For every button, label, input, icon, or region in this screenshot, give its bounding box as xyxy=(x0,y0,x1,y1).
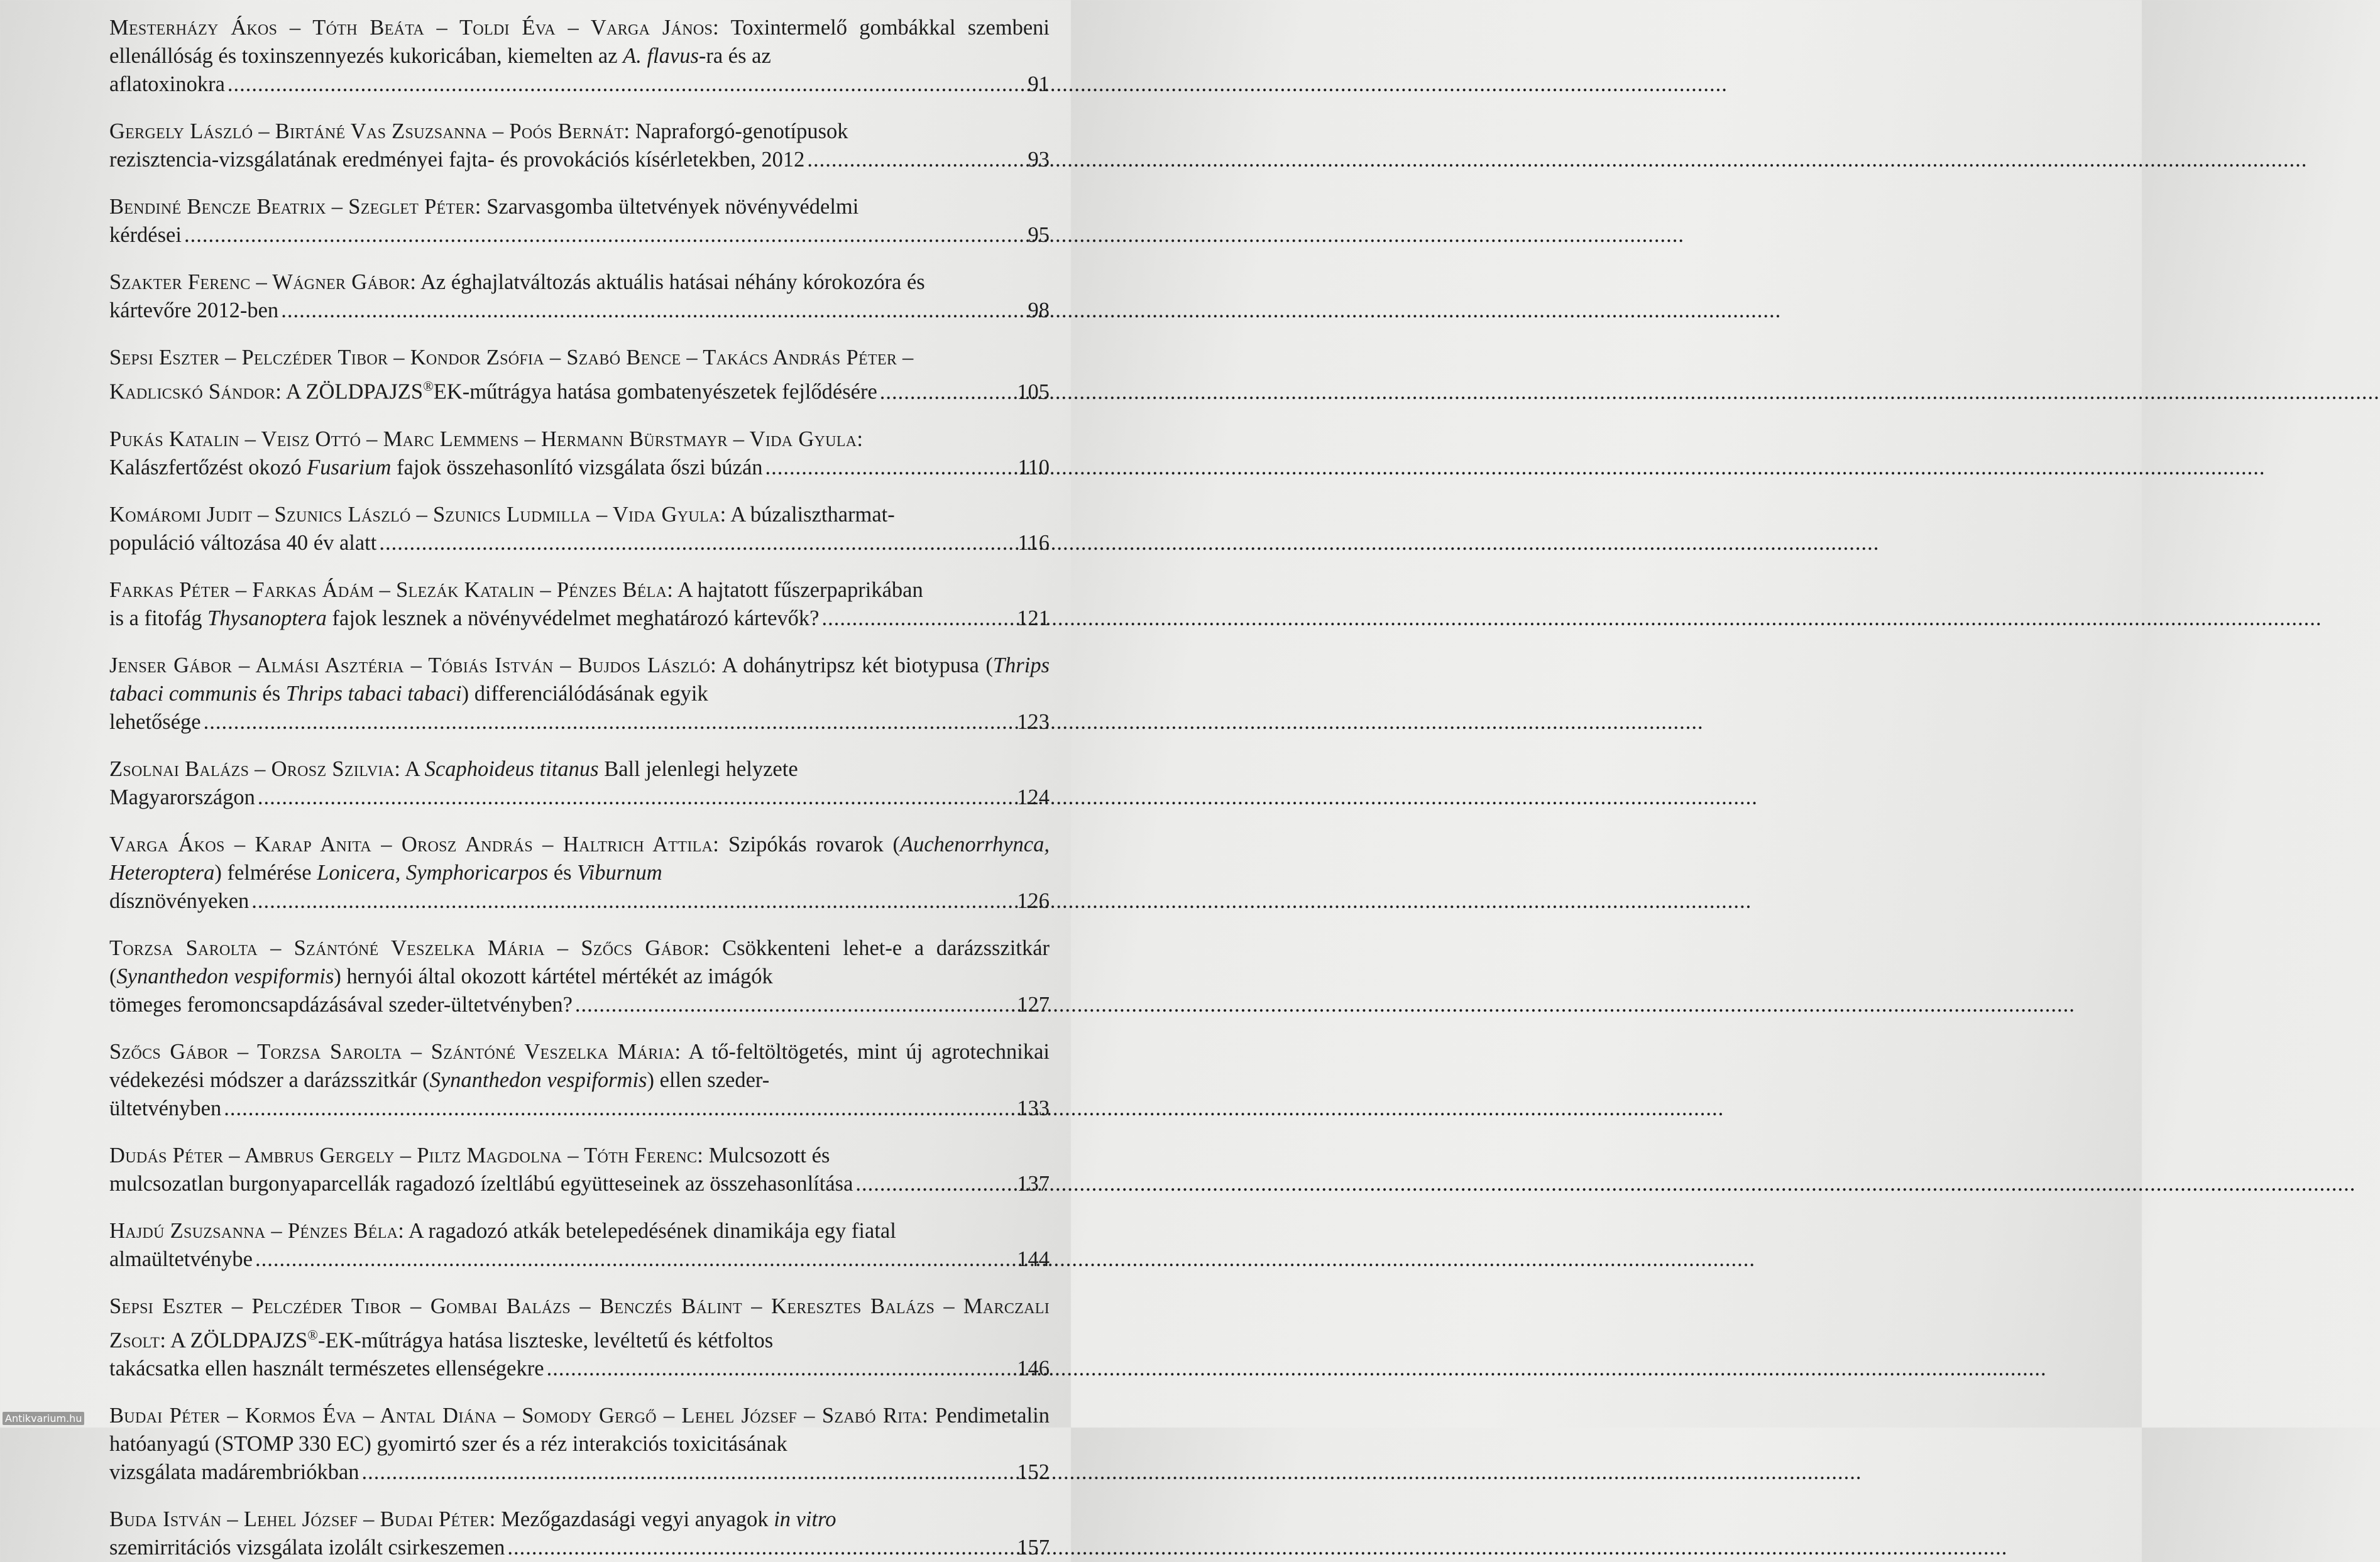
entry-authors: Jenser Gábor – Almási Asztéria – Tóbiás István – Bujdos László: xyxy=(109,653,717,677)
toc-entry xyxy=(109,1402,1050,1487)
entry-title-end xyxy=(109,372,877,407)
page-number[interactable]: 93 xyxy=(1028,148,1050,172)
entry-last-line xyxy=(109,146,1050,174)
leader-dots xyxy=(204,708,1004,736)
leader-dots xyxy=(575,991,1004,1019)
table-of-contents xyxy=(109,14,1050,1562)
entry-title-end: Magyarországon xyxy=(109,785,255,809)
entry-title-italic: Lonicera, Symphoricarpos xyxy=(317,860,549,885)
entry-title-end: tömeges feromoncsapdázásával szeder-ültetvényben? xyxy=(109,992,573,1017)
leader-dots xyxy=(807,146,1004,174)
entry-last-line xyxy=(109,784,1050,812)
entry-title-cont: és xyxy=(548,860,578,885)
toc-entry xyxy=(109,755,1050,812)
leader-dots xyxy=(258,784,1004,812)
entry-last-line xyxy=(109,70,1050,99)
leader-dots xyxy=(228,70,1004,99)
leader-dots xyxy=(880,378,1004,407)
entry-title-cont: Ball jelenlegi helyzete xyxy=(598,756,798,781)
leader-dots xyxy=(281,297,1004,325)
page-number[interactable]: 110 xyxy=(1017,455,1050,479)
entry-title: Napraforgó-genotípusok xyxy=(630,119,848,143)
entry-authors-cont: Marczali Zsolt: xyxy=(109,1294,1050,1352)
entry-title: A búzalisztharmat- xyxy=(726,502,895,527)
entry-title-end: kérdései xyxy=(109,223,182,247)
entry-title-end: rezisztencia-vizsgálatának eredményei fajta- és provokációs kísérletekben, 2012 xyxy=(109,148,805,172)
toc-entry xyxy=(109,934,1050,1019)
entry-last-line xyxy=(109,372,1050,407)
entry-authors: Hajdú Zsuzsanna – Pénzes Béla: xyxy=(109,1218,405,1243)
entry-title: A dohánytripsz két biotypusa ( xyxy=(716,653,993,677)
page-number[interactable]: 95 xyxy=(1028,223,1050,247)
entry-last-line xyxy=(109,221,1050,249)
entry-title-italic: in vitro xyxy=(774,1507,836,1531)
entry-last-line xyxy=(109,1245,1050,1274)
toc-entry xyxy=(109,831,1050,915)
entry-title-end: mulcsozatlan burgonyaparcellák ragadozó ízeltlábú együtteseinek az összehasonlítása xyxy=(109,1171,853,1196)
entry-authors: Komáromi Judit – Szunics László – Szunics Ludmilla – Vida Gyula: xyxy=(109,502,727,527)
toc-entry xyxy=(109,1038,1050,1123)
leader-dots xyxy=(507,1534,1004,1562)
entry-title-end: ültetvényben xyxy=(109,1096,222,1120)
leader-dots xyxy=(362,1458,1004,1487)
entry-title-end xyxy=(109,454,763,482)
page-number[interactable]: 98 xyxy=(1028,298,1050,322)
leader-dots xyxy=(224,1095,1004,1123)
entry-title-end: aflatoxinokra xyxy=(109,72,225,96)
page-number[interactable]: 105 xyxy=(1017,380,1050,404)
toc-entry xyxy=(109,1217,1050,1274)
entry-title-italic: A. flavus xyxy=(623,44,699,68)
entry-title-cont: ) differenciálódásának egyik xyxy=(461,681,708,706)
entry-authors-cont: Kadlicskó Sándor: xyxy=(109,380,282,404)
leader-dots xyxy=(765,454,1004,482)
entry-title-italic: Viburnum xyxy=(577,860,662,885)
entry-title-cont: ) felmérése xyxy=(214,860,317,885)
leader-dots xyxy=(547,1355,1004,1383)
entry-title-italic: Thysanoptera xyxy=(207,606,327,630)
page-number[interactable]: 146 xyxy=(1017,1357,1050,1380)
page-number[interactable]: 152 xyxy=(1017,1460,1050,1484)
entry-title: Szarvasgomba ültetvények növényvédelmi xyxy=(481,195,859,219)
entry-title-italic: Fusarium xyxy=(307,455,392,479)
entry-title: Mulcsozott és xyxy=(703,1143,830,1167)
entry-title: A hajtatott fűszerpaprikában xyxy=(673,577,923,602)
toc-entry xyxy=(109,193,1050,249)
entry-title: Pendimetalin hatóanyagú (STOMP 330 EC) gyomirtó szer és a réz interakciós toxicitásának xyxy=(109,1404,1050,1456)
entry-last-line xyxy=(109,991,1050,1019)
leader-dots xyxy=(855,1170,1004,1198)
entry-last-line xyxy=(109,529,1050,557)
entry-authors: Dudás Péter – Ambrus Gergely – Piltz Magdolna – Tóth Ferenc: xyxy=(109,1143,704,1167)
toc-entry xyxy=(109,1142,1050,1198)
entry-title-italic: Scaphoideus titanus xyxy=(424,756,599,781)
page-number[interactable]: 124 xyxy=(1017,785,1050,809)
toc-entry xyxy=(109,14,1050,99)
entry-last-line xyxy=(109,604,1050,633)
entry-title-end xyxy=(109,604,820,633)
leader-dots xyxy=(379,529,1004,557)
page-number[interactable]: 126 xyxy=(1017,888,1050,913)
entry-title: A ZÖLDPAJZS xyxy=(166,1328,308,1352)
entry-authors: Bendiné Bencze Beatrix – Szeglet Péter: xyxy=(109,195,481,219)
toc-entry xyxy=(109,268,1050,325)
entry-authors: Mesterházy Ákos – Tóth Beáta – Toldi Éva – Varga János: xyxy=(109,16,719,40)
entry-title: Az éghajlatváltozás aktuális hatásai néhány kórokozóra és xyxy=(416,270,925,294)
entry-title: Kalászfertőzést okozó xyxy=(109,455,307,479)
registered-mark: ® xyxy=(307,1326,318,1343)
entry-title-italic: Thrips tabaci tabaci xyxy=(285,681,462,706)
entry-authors: Budai Péter – Kormos Éva – Antal Diána – Somody Gergő – Lehel József – Szabó Rita: xyxy=(109,1404,929,1428)
toc-entry xyxy=(109,576,1050,633)
entry-title: is a fitofág xyxy=(109,606,208,630)
toc-entry xyxy=(109,425,1050,482)
entry-title: A ZÖLDPAJZS xyxy=(282,380,424,404)
entry-title-end: szemirritációs vizsgálata izolált csirkeszemen xyxy=(109,1536,505,1559)
entry-title: A xyxy=(400,756,425,781)
entry-authors: Torzsa Sarolta – Szántóné Veszelka Mária – Szőcs Gábor: xyxy=(109,936,710,960)
entry-title-end: almaültetvénybe xyxy=(109,1247,253,1271)
leader-dots xyxy=(822,604,1005,633)
entry-title-cont: és xyxy=(256,681,286,706)
entry-title: Mezőgazdasági vegyi anyagok xyxy=(495,1507,774,1531)
toc-entry xyxy=(109,344,1050,407)
page-number[interactable]: 116 xyxy=(1017,530,1050,555)
entry-authors: Sepsi Eszter – Pelczéder Tibor – Kondor Zsófia – Szabó Bence – Takács András Péter – xyxy=(109,346,914,369)
entry-last-line xyxy=(109,887,1050,915)
entry-authors: Pukás Katalin – Veisz Ottó – Marc Lemmens – Hermann Bürstmayr – Vida Gyula: xyxy=(109,427,864,451)
entry-title-end: vizsgálata madárembriókban xyxy=(109,1460,359,1484)
entry-title-cont: EK-műtrágya hatása gombatenyészetek fejlődésére xyxy=(433,380,877,404)
toc-entry xyxy=(109,1505,1050,1562)
entry-last-line xyxy=(109,1355,1050,1383)
entry-title: Szipókás rovarok ( xyxy=(719,832,901,856)
toc-entry xyxy=(109,501,1050,557)
entry-title-cont: -ra és az xyxy=(698,44,771,68)
entry-authors: Gergely László – Birtáné Vas Zsuzsanna – Poós Bernát: xyxy=(109,119,630,143)
entry-title-end: kártevőre 2012-ben xyxy=(109,298,279,322)
entry-authors: Varga Ákos – Karap Anita – Orosz András – Haltrich Attila: xyxy=(109,832,720,856)
registered-mark: ® xyxy=(423,378,434,394)
entry-title-italic: Thrips tabaci communis xyxy=(109,653,1050,706)
entry-last-line xyxy=(109,1458,1050,1487)
page-number[interactable]: 127 xyxy=(1017,992,1050,1017)
page-number[interactable]: 137 xyxy=(1017,1171,1050,1196)
page-number[interactable]: 144 xyxy=(1017,1247,1050,1271)
toc-entry xyxy=(109,652,1050,736)
entry-title-end: takácsatka ellen használt természetes ellenségekre xyxy=(109,1357,544,1380)
entry-title-italic: Synanthedon vespiformis xyxy=(429,1068,647,1092)
watermark-text: Antikvarium.hu xyxy=(3,1412,84,1425)
toc-entry xyxy=(109,1292,1050,1384)
entry-last-line xyxy=(109,1095,1050,1123)
leader-dots xyxy=(184,221,1004,249)
entry-title-cont: ) hernyói által okozott kártétel mértékét az imágók xyxy=(334,964,773,988)
entry-title: A ragadozó atkák betelepedésének dinamikája egy fiatal xyxy=(404,1218,896,1243)
entry-title-end: lehetősége xyxy=(109,709,201,734)
entry-authors: Szakter Ferenc – Wágner Gábor: xyxy=(109,270,417,294)
entry-title-cont: ) ellen szeder- xyxy=(647,1068,770,1092)
entry-title: A tő-feltöltögetés, mint új agrotechnikai védekezési módszer a darázsszitkár ( xyxy=(109,1039,1050,1092)
entry-authors: Farkas Péter – Farkas Ádám – Slezák Katalin – Pénzes Béla: xyxy=(109,577,674,602)
entry-last-line xyxy=(109,1170,1050,1198)
page-number[interactable]: 121 xyxy=(1017,606,1050,630)
entry-title-cont: -EK-műtrágya hatása liszteske, levéltetű és kétfoltos xyxy=(317,1328,774,1352)
entry-last-line xyxy=(109,297,1050,325)
entry-last-line xyxy=(109,708,1050,736)
entry-title-italic: Synanthedon vespiformis xyxy=(116,964,334,988)
entry-authors: Buda István – Lehel József – Budai Péter: xyxy=(109,1507,496,1531)
page-number[interactable]: 157 xyxy=(1017,1536,1050,1559)
entry-title: Toxintermelő gombákkal szembeni ellenállóság és toxinszennyezés kukoricában, kiemelten az xyxy=(109,16,1050,68)
entry-authors: Zsolnai Balázs – Orosz Szilvia: xyxy=(109,756,401,781)
entry-title-italic: Auchenorrhynca, Heteroptera xyxy=(109,832,1050,885)
toc-entry xyxy=(109,117,1050,174)
entry-title-cont: fajok összehasonlító vizsgálata őszi búzán xyxy=(391,455,763,479)
page-number[interactable]: 133 xyxy=(1017,1096,1050,1120)
entry-authors: Sepsi Eszter – Pelczéder Tibor – Gombai Balázs – Benczés Bálint – Keresztes Balázs – xyxy=(109,1294,955,1318)
leader-dots xyxy=(255,1245,1004,1274)
entry-title-end: dísznövényeken xyxy=(109,888,250,913)
entry-last-line xyxy=(109,1534,1050,1562)
page-number[interactable]: 123 xyxy=(1017,709,1050,734)
entry-title-end: populáció változása 40 év alatt xyxy=(109,530,377,555)
page-number[interactable]: 91 xyxy=(1028,72,1050,96)
entry-title: Csökkenteni lehet-e a darázsszitkár ( xyxy=(109,936,1050,988)
entry-authors: Szőcs Gábor – Torzsa Sarolta – Szántóné Veszelka Mária: xyxy=(109,1039,681,1064)
leader-dots xyxy=(251,887,1004,915)
entry-title-cont: fajok lesznek a növényvédelmet meghatározó kártevők? xyxy=(326,606,820,630)
entry-last-line xyxy=(109,454,1050,482)
